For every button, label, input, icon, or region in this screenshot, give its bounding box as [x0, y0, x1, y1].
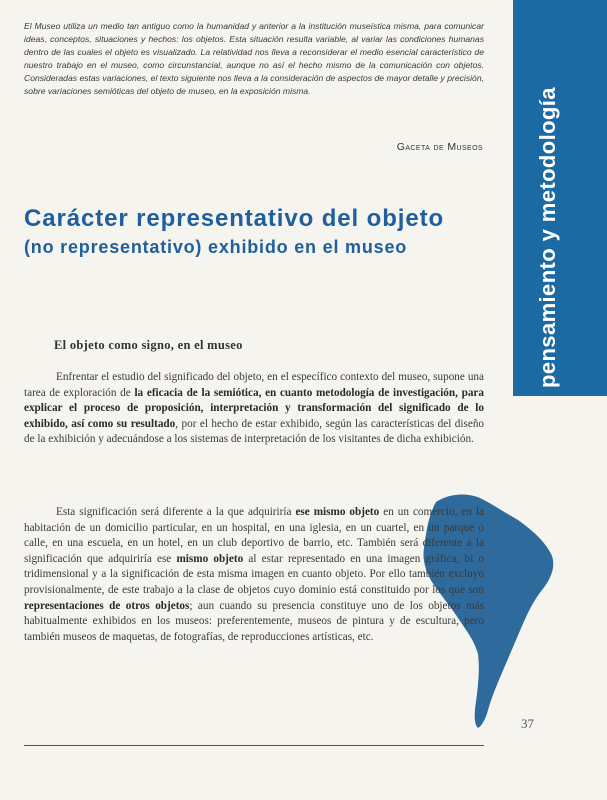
section-sidebar	[513, 0, 607, 396]
title-line-1: Carácter representativo del objeto	[24, 205, 445, 232]
paragraph-2-text-part: Esta significación será diferente a la que adquiriría	[56, 506, 296, 518]
paragraph-2-text-part: en un comercio, en la habitación de un domicilio particular, en un hospital, en una iglesia, en un cuartel, en un parque o calle, en una escuela, en un hotel, en un club deportivo de barrio, etc. También será diferente a la significación que adquiriría ese	[24, 506, 484, 565]
paragraph-1-emphasis: la eficacia de la semiótica, en cuanto metodología de investigación, para explicar el proceso de proposición, interpretación y transformación del significado de lo exhibido, así como su resultado	[24, 386, 484, 430]
page-number: 37	[521, 716, 534, 731]
section-heading: El objeto como signo, en el museo	[54, 338, 243, 352]
footer-rule	[24, 745, 484, 746]
paragraph-1-text-part: Enfrentar el estudio del significado del objeto, en el específico contexto del museo, supone una tarea de exploración de	[24, 371, 484, 399]
paragraph-1-text	[24, 370, 484, 448]
paragraph-2-emphasis: representaciones de otros objetos	[24, 599, 190, 612]
paragraph-1-text-part: , por el hecho de estar exhibido, según las características del diseño de la exhibición y adecuándose a los sistemas de interpretación de los visitantes de dicha exhibición.	[24, 417, 485, 446]
source-credit: Gaceta de Museos	[396, 141, 483, 153]
title-line-2: (no representativo) exhibido en el museo	[24, 237, 408, 257]
paragraph-2-text-part: al estar representado en una imagen gráfica, bi o tridimensional y a la significación de esta misma imagen en cuanto objeto. Por ello también excluyo provisionalmente, de este trabajo a la clase de objetos cuyo dominio está constituido por los que son	[24, 552, 484, 596]
abstract	[24, 20, 484, 97]
article-title	[24, 204, 494, 259]
paragraph-2	[24, 505, 484, 645]
paragraph-2-text-part: ; aun cuando su presencia constituye uno de los objetos más habitualmente exhibidos en los museos: preferentemente, museos de pintura y de escultura, pero también museos de maquetas, de fotografías, de reproducciones artísticas, etc.	[24, 599, 484, 643]
paragraph-2-text	[24, 505, 484, 645]
paragraph-2-emphasis: ese mismo objeto	[295, 506, 380, 518]
paragraph-1	[24, 370, 484, 448]
abstract-text: El Museo utiliza un medio tan antiguo como la humanidad y anterior a la institución museística misma, para comunicar ideas, conceptos, situaciones y hechos: los objetos. Esta situación resulta variable, al variar las condiciones humanas dentro de las cuales el objeto es visualizado. La relatividad nos lleva a reconsiderar el medio esencial característico de nuestro trabajo en el museo, como circunstancial, aunque no así el hecho mismo de la comunicación con objetos. Consideradas estas variaciones, el texto siguiente nos lleva a la consideración de aspectos de mayor detalle y precisión, sobre variaciones semióticas del objeto de museo, en la exposición misma.	[24, 21, 484, 96]
paragraph-2-emphasis: mismo objeto	[176, 552, 244, 565]
sidebar-label: pensamiento y metodología	[535, 87, 560, 388]
